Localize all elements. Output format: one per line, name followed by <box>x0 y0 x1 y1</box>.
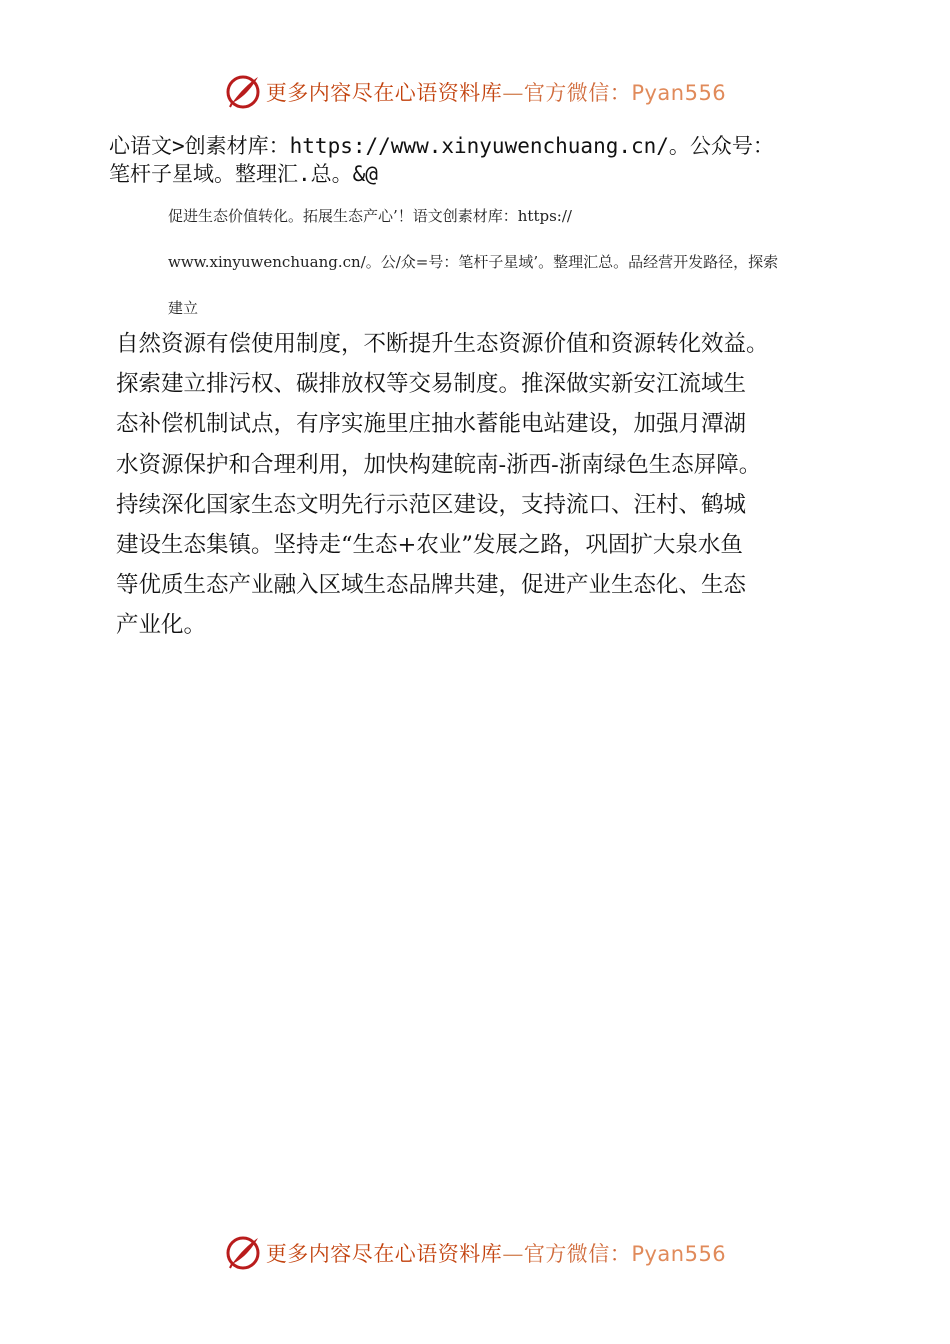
banner-wechat-id: Pyan556 <box>631 81 727 105</box>
header-line-1: 心语文>创素材库：https://www.xinyuwenchuang.cn/。公众号： <box>109 134 774 158</box>
banner-main-text: 更多内容尽在心语资料库 <box>265 81 503 105</box>
paragraph-line: 自然资源有偿使用制度，不断提升生态资源价值和资源转化效益。 <box>116 331 769 357</box>
paragraph-line: 水资源保护和合理利用，加快构建皖南-浙西-浙南绿色生态屏障。 <box>116 451 762 478</box>
footer-banner <box>0 1231 950 1275</box>
banner-wechat-label: 官方微信： <box>523 81 632 105</box>
small-text-line-2: www.xinyuwenchuang.cn/。公/众=号：笔杆子星域’。整理汇总。品经营开发路径，探索 <box>168 253 779 271</box>
quill-pen-logo-icon <box>224 73 262 111</box>
banner-text <box>266 77 726 107</box>
banner-text <box>266 1238 726 1268</box>
small-text-line-1: 促进生态价值转化。拓展生态产心’！语文创素材库：https:// <box>168 207 572 225</box>
paragraph-line: 探索建立排污权、碳排放权等交易制度。推深做实新安江流域生 <box>116 371 747 398</box>
banner-separator: — <box>502 1242 524 1266</box>
paragraph-line: 态补偿机制试点，有序实施里庄抽水蓄能电站建设，加强月潭湖 <box>116 411 747 438</box>
quill-pen-logo-icon <box>224 1234 262 1272</box>
header-line-2: 笔杆子星域。整理汇.总。&@ <box>109 162 378 186</box>
paragraph-line: 持续深化国家生态文明先行示范区建设，支持流口、汪村、鹤城 <box>116 491 747 518</box>
small-text-line-3: 建立 <box>168 299 199 317</box>
paragraph-line: 产业化。 <box>116 612 207 639</box>
paragraph-line: 建设生态集镇。坚持走“生态+农业”发展之路，巩固扩大泉水鱼 <box>116 531 743 558</box>
body-paragraph <box>116 324 856 646</box>
banner-separator: — <box>502 81 524 105</box>
paragraph-line: 等优质生态产业融入区域生态品牌共建，促进产业生态化、生态 <box>116 572 747 599</box>
banner-wechat-label: 官方微信： <box>523 1242 632 1266</box>
banner-wechat-id: Pyan556 <box>631 1242 727 1266</box>
banner-main-text: 更多内容尽在心语资料库 <box>265 1242 503 1266</box>
header-banner <box>0 70 950 114</box>
